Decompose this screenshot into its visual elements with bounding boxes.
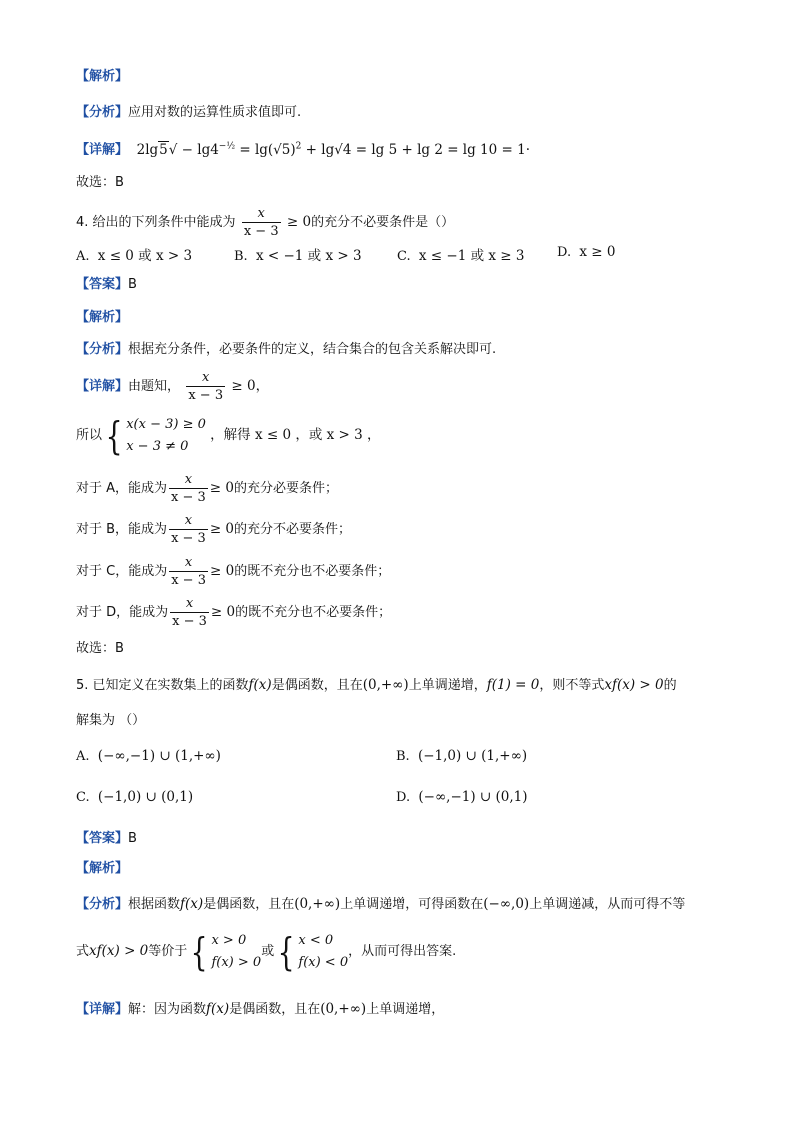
q4-duiyu-d: 对于 D，能成为 $\frac{x}{x - 3}$ ≥ 0的既不充分也不必要条件； — [76, 596, 392, 629]
q4-system: { x(x − 3) ≥ 0 x − 3 ≠ 0 — [105, 413, 206, 458]
q5-stem-line2: 解集为 （） — [76, 713, 146, 728]
left-brace-icon: { — [190, 929, 208, 974]
q4-xiangjie-line: 【详解】由题知， $\frac{x}{x - 3}$ ≥ 0， — [76, 370, 270, 403]
q4-guxuan-line: 故选：B — [76, 641, 124, 656]
q4-stem: 4. 给出的下列条件中能成为 $\frac{x}{x - 3}$ ≥ 0的充分不必要条件是（） — [76, 206, 455, 239]
q4-option-c: C. x ≤ −1 或 x ≥ 3 — [397, 248, 525, 264]
q4-option-b: B. x < −1 或 x > 3 — [234, 248, 362, 264]
q4-fraction: $\frac{x}{x - 3}$ — [243, 206, 279, 239]
q5-option-a: A. (−∞,−1) ∪ (1,+∞) — [76, 748, 221, 764]
q3-fenxi-line: 【分析】应用对数的运算性质求值即可. — [76, 105, 302, 120]
q3-answer-line: 故选：B — [76, 175, 124, 190]
q3-xiangjie-line: 【详解】 $2\lg 5√ - \lg 4^{-\frac{1}{2}} = \lg(√5)^2 + \lg√4 = \lg 5 + \lg 2 = \lg 10 = 1\cdot$ — [76, 141, 531, 158]
q5-option-d: D. (−∞,−1) ∪ (0,1) — [396, 789, 528, 805]
q5-fenxi-line2: 式xf(x) > 0等价于 { x > 0 f(x) > 0 或 { x < 0 f(x) < 0 ，从而可得出答案. — [76, 929, 457, 974]
q5-option-c: C. (−1,0) ∪ (0,1) — [76, 789, 194, 805]
q4-fenxi-line: 【分析】根据充分条件，必要条件的定义，结合集合的包含关系解决即可. — [76, 342, 497, 357]
q5-xiangjie-line: 【详解】解：因为函数f(x)是偶函数，且在(0,+∞)上单调递增， — [76, 1001, 445, 1017]
q4-option-d: D. x ≥ 0 — [557, 244, 616, 260]
q3-jiexi-heading: 【解析】 — [76, 69, 129, 84]
q4-fraction: $\frac{x}{x - 3}$ — [188, 370, 224, 403]
q5-jiexi-heading: 【解析】 — [76, 861, 129, 876]
q4-jiexi-heading: 【解析】 — [76, 310, 129, 325]
q5-system-2: { x < 0 f(x) < 0 — [277, 929, 349, 974]
q4-system-line: 所以 { x(x − 3) ≥ 0 x − 3 ≠ 0 ，解得 x ≤ 0 ，或 x > 3 ， — [76, 413, 381, 458]
q5-answer-line: 【答案】B — [76, 831, 137, 846]
q5-stem-line1: 5. 已知定义在实数集上的函数f(x)是偶函数，且在(0,+∞)上单调递增，f(1) = 0，则不等式xf(x) > 0的 — [76, 677, 677, 693]
left-brace-icon: { — [105, 413, 123, 458]
q4-duiyu-c: 对于 C，能成为 $\frac{x}{x - 3}$ ≥ 0的既不充分也不必要条件； — [76, 555, 391, 588]
left-brace-icon: { — [277, 929, 295, 974]
q5-system-1: { x > 0 f(x) > 0 — [190, 929, 262, 974]
q5-fenxi-line1: 【分析】根据函数f(x)是偶函数，且在(0,+∞)上单调递增，可得函数在(−∞,0)上单调递减，从而可得不等 — [76, 896, 686, 912]
q4-duiyu-b: 对于 B，能成为 $\frac{x}{x - 3}$ ≥ 0的充分不必要条件； — [76, 513, 352, 546]
q4-answer-line: 【答案】B — [76, 277, 137, 292]
q4-option-a: A. x ≤ 0 或 x > 3 — [76, 248, 193, 264]
q5-option-b: B. (−1,0) ∪ (1,+∞) — [396, 748, 528, 764]
q4-duiyu-a: 对于 A，能成为 $\frac{x}{x - 3}$ ≥ 0的充分必要条件； — [76, 472, 339, 505]
q3-log-equation: $2\lg 5√ - \lg 4^{-\frac{1}{2}} = \lg(√5)^2 + \lg√4 = \lg 5 + \lg 2 = \lg 10 = 1\cdot$ — [132, 141, 531, 158]
